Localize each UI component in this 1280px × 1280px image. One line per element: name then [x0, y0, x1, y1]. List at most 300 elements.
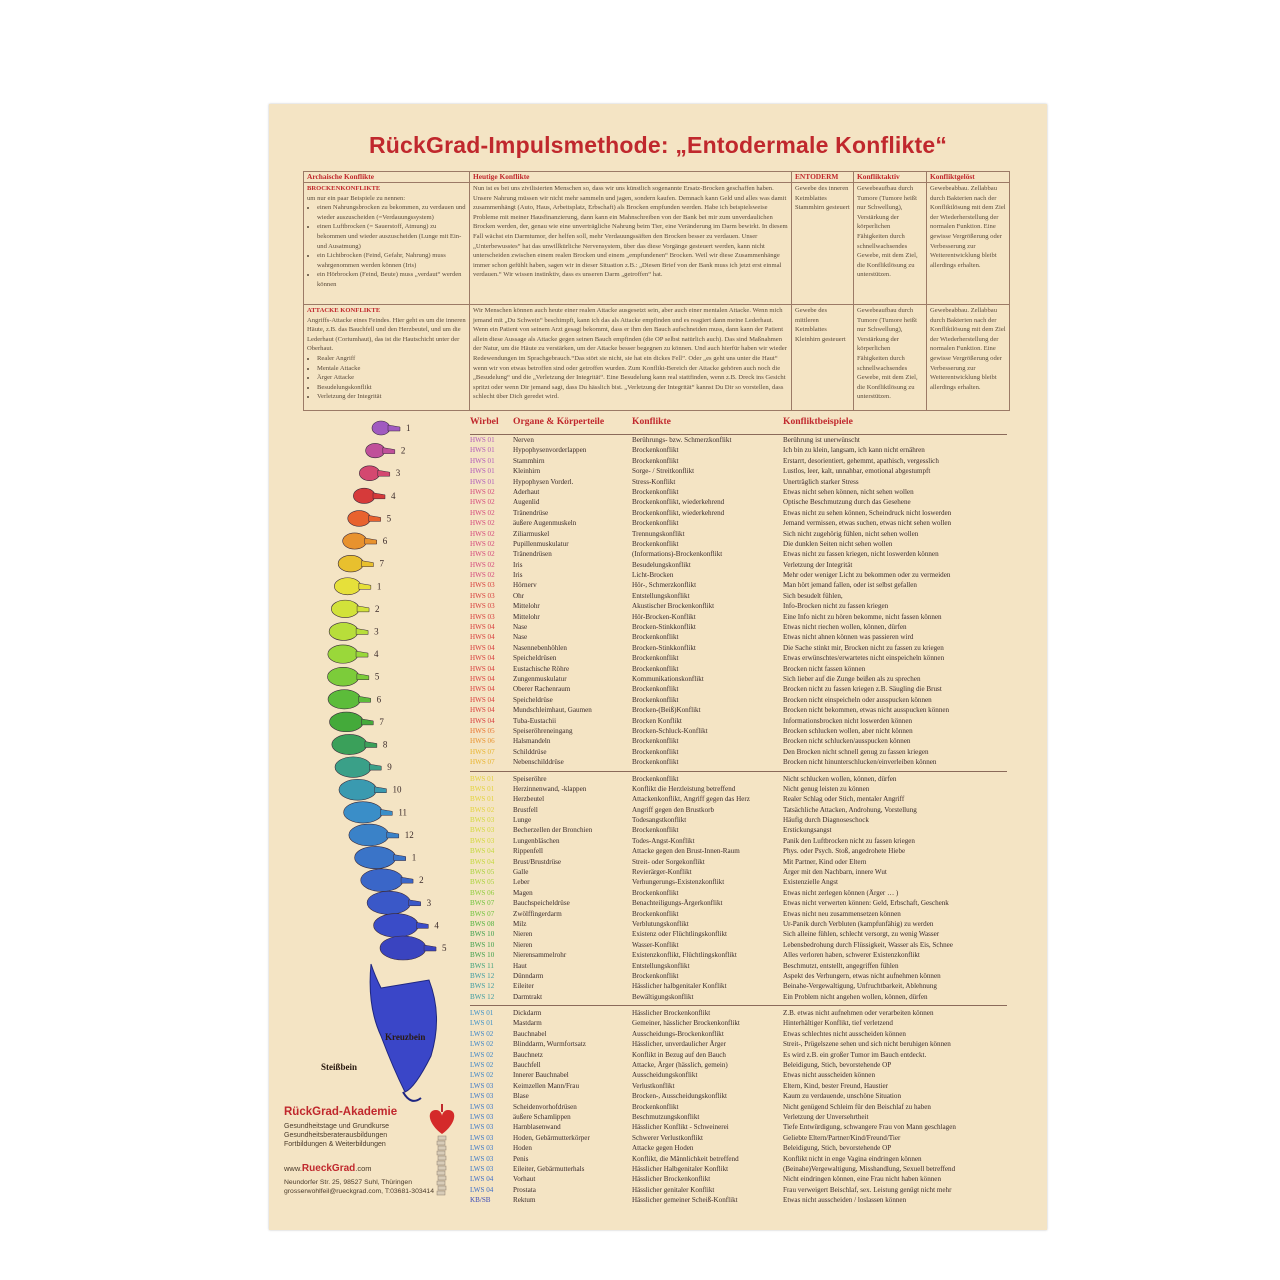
- beispiel-cell: Etwas erwünschtes/erwartetes nicht einspeicheln können: [783, 654, 945, 663]
- konflikt-cell: Hör-, Schmerzkonflikt: [632, 581, 697, 590]
- vertebra-number: 6: [376, 694, 382, 705]
- organ-cell: Hypophysenvorderlappen: [513, 446, 587, 455]
- vertebra: [374, 914, 419, 938]
- table-row: [470, 435, 1007, 445]
- archaic-row-attacke: [304, 305, 1010, 411]
- wirbel-cell: LWS 03: [470, 1081, 494, 1090]
- table-row: [470, 1081, 1007, 1091]
- konflikt-cell: Brockenkonflikt, wiederkehrend: [632, 508, 725, 517]
- wirbel-cell: HWS 01: [470, 436, 495, 444]
- organ-cell: Augenlid: [513, 498, 540, 507]
- vertebra-number: 5: [374, 671, 380, 682]
- vertebra-number: 6: [382, 536, 388, 547]
- konflikt-cell: Sorge- / Streitkonflikt: [632, 467, 695, 476]
- konflikt-cell: Verlustkonflikt: [632, 1081, 675, 1090]
- beispiel-cell: Optische Beschmutzung durch das Gesehene: [783, 498, 911, 507]
- organ-cell: äußere Schamlippen: [513, 1113, 571, 1121]
- table-row: [470, 1060, 1007, 1070]
- organ-cell: Bauchfell: [513, 1061, 541, 1070]
- organ-cell: Zwölffingerdarm: [513, 909, 562, 918]
- vertebra: [361, 869, 403, 892]
- mini-vertebra: [438, 1176, 446, 1180]
- organ-cell: Magen: [513, 888, 533, 897]
- beispiel-cell: Den Brocken nicht schnell genug zu fassen kriegen: [783, 747, 929, 756]
- konflikt-cell: Trennungskonflikt: [632, 529, 685, 538]
- sacrum-shape: [370, 964, 436, 1092]
- wirbel-cell: BWS 03: [470, 826, 495, 835]
- wirbel-cell: HWS 03: [470, 602, 495, 611]
- wirbel-cell: HWS 03: [470, 581, 495, 590]
- wirbel-cell: HWS 02: [470, 560, 495, 569]
- organ-cell: Haut: [513, 961, 527, 970]
- wirbel-cell: HWS 01: [470, 477, 495, 486]
- akademie-line: Fortbildungen & Weiterbildungen: [284, 1141, 386, 1148]
- wirbel-cell: LWS 03: [470, 1113, 494, 1121]
- vertebra: [349, 824, 389, 846]
- wirbel-cell: BWS 05: [470, 868, 495, 877]
- vertebra-number: 3: [374, 626, 379, 637]
- konflikt-cell: Hässlicher gemeiner Scheiß-Konflikt: [632, 1196, 738, 1205]
- organ-cell: Nase: [513, 623, 528, 632]
- table-row: [470, 1185, 1007, 1195]
- organ-cell: Blase: [513, 1092, 529, 1101]
- vertebra: [353, 488, 375, 503]
- konflikt-cell: Brockenkonflikt: [632, 747, 679, 756]
- table-row: [470, 580, 1007, 590]
- vertebra-process: [359, 696, 371, 702]
- beispiel-cell: Sich besudelt fühlen,: [783, 591, 843, 600]
- organ-cell: Lungenbläschen: [513, 836, 560, 845]
- konflikt-cell: Konflikt in Bezug auf den Bauch: [632, 1050, 726, 1059]
- beispiel-cell: Geliebte Eltern/Partner/Kind/Freund/Tier: [783, 1133, 901, 1142]
- konflikt-cell: Brocken-Stinkkonflikt: [632, 643, 696, 652]
- organ-cell: Speicheldrüse: [513, 695, 553, 704]
- wirbel-cell: BWS 03: [470, 816, 495, 825]
- konflikt-cell: Hässlicher Konflikt - Schweinerei: [632, 1123, 729, 1132]
- vertebra-number: 2: [419, 875, 424, 886]
- konflikt-cell: Brockenkonflikt: [632, 487, 679, 496]
- vertebra-process: [401, 877, 413, 883]
- wirbel-cell: BWS 10: [470, 951, 495, 960]
- vertebra: [328, 645, 358, 663]
- organ-cell: Speiseröhre: [513, 774, 547, 783]
- beispiel-cell: Brocken schlucken wollen, aber nicht können: [783, 726, 913, 735]
- conflict-intro: um nur ein paar Beispiele zu nennen:: [307, 194, 406, 202]
- organ-cell: Scheidenvorhofdrüsen: [513, 1102, 577, 1111]
- table-row: [470, 487, 1007, 497]
- vertebra-process: [373, 493, 385, 499]
- page-title: RückGrad-Impulsmethode: „Entodermale Konflikte“: [368, 132, 948, 158]
- vertebra: [366, 443, 385, 457]
- wirbel-cell: HWS 04: [470, 674, 495, 683]
- heutig-text: Nun ist es bei uns zivilisierten Menschen so, dass wir uns künstlich sogenannte Ersatz-Brocken geschaffen haben. Unsere Nahrung müssen wir nicht mehr sammeln und jagen, sondern kaufen. Demnach kann Geld und alles was damit zusammenhängt (Auto, Haus, Arbeitsplatz, Erbschaft) als Brocken empfunden werden. Habe ich beispielsweise Probleme mit meiner Hausfinanzierung, dann kann ein Mahnschreiben von der Bank bei mir zum unverdaulichen Brocken werden, der, genau wie eine unverträgliche Nahrung beim Tier, eine Veränderung im Darm bewirkt. In diesem Fall wächst ein Darmtumor, der helfen soll, mehr Verdauungssäften den Brocken besser zu verdauen. Unser „Unterbewusstes“ hat das unwillkürliche Nervensystem, über das diese Vorgänge gesteuert werden, kann nicht unterscheiden zwischen einem realen Brocken und einem „empfundenen“ Brocken. Weil wir diese Zusammenhänge immer schon gefühlt haben, sagen wir in dieser Situation z.B.: „Diesen Brief von der Bank muss ich jetzt erst einmal verdauen.“ Wir wissen instinktiv, dass es unseren Darm „getroffen“ hat.: [470, 183, 792, 305]
- konflikt-cell: Brocken-, Ausscheidungskonflikt: [632, 1092, 727, 1101]
- beispiel-cell: Nicht eindringen können, eine Frau nicht haben können: [783, 1175, 941, 1184]
- vertebra: [372, 421, 390, 435]
- wirbel-cell: LWS 03: [470, 1144, 494, 1153]
- wirbel-cell: BWS 04: [470, 857, 495, 866]
- vertebra: [328, 690, 361, 709]
- archaic-row-brocken: [304, 183, 1010, 305]
- conflict-title: BROCKENKONFLIKTE: [307, 185, 381, 192]
- konflikt-cell: Hässlicher Brockenkonflikt: [632, 1009, 711, 1018]
- list-item: • ein Lichtbrocken (Feind, Gefahr, Nahrung) muss wahrgenommen werden können (Iris): [317, 251, 466, 270]
- wirbel-cell: HWS 02: [470, 539, 495, 548]
- vertebra: [338, 555, 363, 572]
- vertebra: [327, 667, 358, 686]
- vertebra: [367, 891, 411, 914]
- beispiel-cell: Beleidigung, Stich, bevorstehende OP: [783, 1144, 892, 1153]
- table-row: [470, 1174, 1007, 1184]
- organ-cell: Eustachische Röhre: [513, 664, 570, 673]
- vertebra-number: 1: [406, 423, 411, 433]
- wirbel-cell: HWS 06: [470, 737, 495, 746]
- organ-cell: Speicheldrüsen: [513, 654, 557, 663]
- wirbel-cell: LWS 02: [470, 1050, 494, 1059]
- wirbel-cell: LWS 04: [470, 1185, 494, 1194]
- organ-cell: Blinddarm, Wurmfortsatz: [513, 1040, 586, 1049]
- table-row: [470, 1102, 1007, 1112]
- vertebra-process: [369, 515, 381, 521]
- header-organe: Organe & Körperteile: [513, 416, 605, 427]
- organ-cell: Nieren: [513, 930, 533, 939]
- beispiel-cell: Streit-, Prügelszene sehen und sich nicht beruhigen können: [783, 1040, 951, 1049]
- organ-cell: Herzbeutel: [513, 795, 545, 804]
- beispiel-cell: Etwas nicht zu sehen können, Scheindruck nicht loswerden: [783, 508, 952, 517]
- konflikt-cell: Stress-Konflikt: [632, 477, 676, 486]
- organ-cell: Nasennebenhöhlen: [513, 643, 567, 652]
- beispiel-cell: Eltern, Kind, bester Freund, Haustier: [783, 1081, 888, 1090]
- wirbel-cell: LWS 02: [470, 1040, 494, 1049]
- wirbel-cell: HWS 04: [470, 706, 495, 715]
- organ-cell: Schilddrüse: [513, 747, 547, 756]
- konflikt-cell: Hässlicher genitaler Konflikt: [632, 1185, 715, 1194]
- organ-cell: Nierensammelrohr: [513, 951, 567, 960]
- wirbel-cell: BWS 12: [470, 982, 495, 991]
- konflikt-cell: Brockenkonflikt: [632, 664, 679, 673]
- vertebra-process: [378, 470, 390, 476]
- header-konfliktaktiv: Konfliktaktiv: [854, 172, 927, 183]
- beispiel-cell: Häufig durch Diagnoseschock: [783, 816, 869, 825]
- organ-cell: Keimzellen Mann/Frau: [513, 1081, 579, 1090]
- vertebra-number: 5: [386, 513, 392, 524]
- beispiel-cell: Beschmutzt, entstellt, angegriffen fühlen: [783, 961, 899, 970]
- wirbel-cell: HWS 04: [470, 664, 495, 673]
- konflikt-cell: Brockenkonflikt: [632, 1102, 679, 1111]
- organ-cell: Hoden, Gebärmutterkörper: [513, 1133, 590, 1142]
- table-row: [470, 705, 1007, 715]
- header-archaisch: Archaische Konflikte: [304, 172, 470, 183]
- konflikt-cell: Todesangstkonflikt: [632, 816, 687, 825]
- organ-cell: Becherzellen der Bronchien: [513, 826, 593, 835]
- konflikt-cell: Konflikt, die Männlichkeit betreffend: [632, 1154, 739, 1163]
- table-row: [470, 836, 1007, 846]
- mini-vertebra: [437, 1141, 445, 1145]
- vertebra-number: 4: [434, 920, 439, 931]
- address-line: Neundorfer Str. 25, 98527 Suhl, Thüringen: [284, 1179, 412, 1186]
- spine-illustration: [311, 416, 447, 1098]
- wirbel-cell: BWS 04: [470, 847, 495, 856]
- table-row: [470, 1070, 1007, 1080]
- table-row: [470, 601, 1007, 611]
- mini-vertebra: [437, 1161, 445, 1165]
- heart-icon: [430, 1110, 455, 1134]
- list-item: • Mentale Attacke: [317, 364, 466, 374]
- table-row: [470, 1091, 1007, 1101]
- header-wirbel: Wirbel: [470, 416, 499, 427]
- vertebra-number: 3: [395, 468, 401, 479]
- beispiel-cell: Realer Schlag oder Stich, mentaler Angriff: [783, 795, 905, 804]
- vertebra-number: 7: [379, 716, 384, 727]
- beispiel-cell: Ich bin zu klein, langsam, ich kann nicht ernähren: [783, 446, 925, 455]
- vertebra-process: [361, 561, 373, 567]
- organ-cell: Prostata: [513, 1185, 536, 1194]
- table-row: [470, 549, 1007, 559]
- list-item: • Realer Angriff: [317, 354, 466, 364]
- konflikt-cell: Wasser-Konflikt: [632, 940, 679, 949]
- table-row: [470, 898, 1007, 908]
- table-row: [470, 684, 1007, 694]
- organ-cell: Penis: [513, 1154, 529, 1163]
- beispiel-cell: Etwas nicht neu zusammensetzen können: [783, 909, 901, 918]
- organ-cell: Iris: [513, 560, 523, 569]
- organ-cell: Darmtrakt: [513, 992, 543, 1001]
- konflikt-cell: Gemeiner, hässlicher Brockenkonflikt: [632, 1019, 740, 1028]
- beispiel-cell: Kaum zu verdauende, unschöne Situation: [783, 1092, 901, 1101]
- geloest-text: Gewebeabbau. Zellabbau durch Bakterien nach der Konfliktlösung mit dem Ziel der Wiederherstellung der normalen Funktion. Eine gewisse Vergrößerung oder Verbesserung zur Weiterentwicklung bleibt allerdings erhalten.: [927, 183, 1010, 305]
- organ-cell: Brust/Brustdrüse: [513, 857, 562, 866]
- konflikt-cell: Brockenkonflikt: [632, 971, 679, 980]
- wirbel-cell: BWS 06: [470, 888, 495, 897]
- table-row: [470, 1018, 1007, 1028]
- table-row: [470, 1050, 1007, 1060]
- organ-cell: Dickdarm: [513, 1009, 542, 1018]
- wirbel-cell: BWS 05: [470, 878, 495, 887]
- beispiel-cell: Konflikt nicht in enge Vagina eindringen können: [783, 1154, 922, 1163]
- beispiel-cell: Etwas nicht zu fassen kriegen, nicht loswerden können: [783, 550, 939, 559]
- organ-cell: Nieren: [513, 940, 533, 949]
- konflikt-cell: Ausscheidungs-Brockenkonflikt: [632, 1029, 724, 1038]
- table-row: [470, 1154, 1007, 1164]
- website-link[interactable]: [284, 1163, 434, 1174]
- table-row: [470, 888, 1007, 898]
- conflict-title: ATTACKE KONFLIKTE: [307, 307, 381, 314]
- table-row: [470, 695, 1007, 705]
- organ-cell: Dünndarm: [513, 971, 544, 980]
- wirbel-cell: LWS 01: [470, 1009, 494, 1018]
- organ-cell: Brustfell: [513, 805, 538, 814]
- konflikt-cell: Attacke, Ärger (hässlich, gemein): [632, 1061, 728, 1070]
- organ-cell: Hypophysen Vorderl.: [513, 477, 574, 486]
- vertebra: [348, 511, 371, 527]
- list-item: • einen Luftbrocken (= Sauerstoff, Atmung) zu bekommen und wieder auszuscheiden (Lunge mit Ein- und Ausatmung): [317, 222, 466, 251]
- vertebra: [355, 846, 396, 868]
- organ-cell: Vorhaut: [513, 1175, 536, 1184]
- konflikt-cell: Benachteiligungs-Ärgerkonflikt: [632, 899, 723, 908]
- konflikt-cell: Hässlicher halbgenitaler Konflikt: [632, 982, 727, 991]
- wirbel-cell: BWS 02: [470, 805, 495, 814]
- konflikt-cell: Existenzkonflikt, Flüchtlingskonflikt: [632, 951, 737, 960]
- entoderm-text: Gewebe des inneren Keimblattes Stammhirn gesteuert: [792, 183, 854, 305]
- table-row: [470, 940, 1007, 950]
- wirbel-cell: HWS 05: [470, 726, 495, 735]
- table-row: [470, 950, 1007, 960]
- list-item: • einen Nahrungsbrocken zu bekommen, zu verdauen und wieder auszuscheiden (=Verdauungssystem): [317, 203, 466, 222]
- table-row: [470, 529, 1007, 539]
- table-row: [470, 456, 1007, 466]
- table-row: [470, 653, 1007, 663]
- konflikt-cell: Verblutungskonflikt: [632, 919, 689, 928]
- entoderm-text: Gewebe des mittleren Keimblattes Kleinhirn gesteuert: [792, 305, 854, 411]
- table-row: [470, 1112, 1007, 1122]
- konflikt-cell: Brockenkonflikt: [632, 633, 679, 642]
- beispiel-cell: Die Sache stinkt mir, Brocken nicht zu fassen zu kriegen: [783, 643, 944, 652]
- vertebra: [329, 712, 363, 732]
- vertebra-number: 1: [376, 581, 382, 592]
- organ-cell: Oberer Rachenraum: [513, 685, 571, 694]
- table-row: [470, 774, 1007, 784]
- vertebra-number: 4: [391, 490, 396, 501]
- akademie-offerings: [284, 1122, 434, 1149]
- konflikt-cell: Attacke gegen Hoden: [632, 1144, 694, 1153]
- akademie-line: Gesundheitsberaterausbildungen: [284, 1132, 388, 1139]
- mini-vertebra: [437, 1181, 445, 1185]
- beispiel-cell: Beleidigung, Stich, bevorstehende OP: [783, 1061, 892, 1070]
- vertebra-process: [380, 809, 392, 815]
- organ-cell: Mundschleimhaut, Gaumen: [513, 706, 592, 715]
- beispiel-cell: (Beinahe)Vergewaltigung, Misshandlung, Sexuell betreffend: [783, 1164, 956, 1173]
- wirbel-cell: HWS 03: [470, 591, 495, 600]
- organ-cell: Rektum: [513, 1196, 536, 1205]
- organ-cell: Bauchspeicheldrüse: [513, 899, 570, 908]
- beispiel-cell: Sich alleine fühlen, schlecht versorgt, zu wenig Wasser: [783, 930, 940, 939]
- vertebra-number: 2: [400, 445, 406, 456]
- akademie-line: Gesundheitstage und Grundkurse: [284, 1123, 390, 1130]
- konflikt-cell: Bewältigungskonflikt: [632, 992, 694, 1001]
- organ-cell: äußere Augenmuskeln: [513, 519, 577, 528]
- vertebra-number: 11: [398, 807, 407, 818]
- wirbel-cell: HWS 02: [470, 487, 495, 496]
- beispiel-cell: Jemand vermissen, etwas suchen, etwas nicht sehen wollen: [783, 519, 952, 528]
- akademie-address: [284, 1178, 434, 1196]
- table-row: [470, 825, 1007, 835]
- organ-cell: Lunge: [513, 816, 532, 825]
- table-row: [470, 643, 1007, 653]
- table-row: [470, 497, 1007, 507]
- vertebra-process: [369, 764, 381, 770]
- vertebra-process: [357, 606, 369, 612]
- wirbel-cell: LWS 03: [470, 1102, 494, 1111]
- organ-cell: Nebenschilddrüse: [513, 758, 564, 767]
- wirbel-cell: BWS 07: [470, 909, 495, 918]
- wirbel-table-body: [470, 435, 1007, 1206]
- beispiel-cell: Ur-Panik durch Verbluten (kampfunfähig) zu werden: [783, 919, 934, 928]
- beispiel-cell: Man hört jemand fallen, oder ist selbst gefallen: [783, 581, 917, 590]
- list-item: • Verletzung der Integrität: [317, 392, 466, 402]
- steissbein-label: Steißbein: [321, 1062, 358, 1072]
- list-item: • ein Hörbrocken (Feind, Beute) muss „verdaut“ werden können: [317, 270, 466, 289]
- mini-vertebra: [438, 1166, 446, 1170]
- beispiel-cell: Brocken nicht schlucken/ausspucken können: [783, 737, 911, 746]
- header-konfliktbeispiele: Konfliktbeispiele: [783, 416, 853, 427]
- vertebra-number: 7: [379, 558, 384, 569]
- beispiel-cell: Etwas nicht ausscheiden können: [783, 1071, 875, 1080]
- konflikt-cell: Kommunikationskonflikt: [632, 674, 704, 683]
- conflict-intro: Angriffs-Attacke eines Feindes. Hier geht es um die inneren Häute, z.B. das Bauchfell und den Herzbeutel, und um die Lederhaut (Coriumhaut), das ist die Hautschicht unter der Oberhaut.: [307, 316, 466, 353]
- table-row: [470, 632, 1007, 642]
- beispiel-cell: Unerträglich starker Stress: [783, 477, 859, 486]
- akademie-block: [284, 1106, 434, 1196]
- table-row: [470, 971, 1007, 981]
- konflikt-cell: Brockenkonflikt, wiederkehrend: [632, 498, 725, 507]
- web-suffix: .com: [355, 1164, 372, 1173]
- wirbel-cell: HWS 02: [470, 550, 495, 559]
- beispiel-cell: Etwas nicht verwerten können: Geld, Erbschaft, Geschenk: [783, 899, 949, 908]
- vertebra-process: [388, 425, 400, 431]
- poster: [269, 104, 1047, 1230]
- table-row: [470, 736, 1007, 746]
- mini-vertebra: [437, 1191, 445, 1195]
- header-heutig: Heutige Konflikte: [470, 172, 792, 183]
- vertebra: [380, 936, 426, 960]
- wirbel-cell: LWS 02: [470, 1061, 494, 1070]
- wirbel-table-header: [470, 416, 1007, 435]
- wirbel-cell: BWS 10: [470, 930, 495, 939]
- vertebra: [332, 734, 367, 754]
- konflikt-cell: Hässlicher, unverdaulicher Ärger: [632, 1040, 726, 1049]
- wirbel-cell: LWS 03: [470, 1164, 494, 1173]
- organ-cell: Speiseröhreneingang: [513, 726, 573, 735]
- konflikt-cell: Attackenkonflikt, Angriff gegen das Herz: [632, 795, 750, 804]
- konflikt-cell: Brockenkonflikt: [632, 737, 679, 746]
- organ-cell: Nase: [513, 633, 528, 642]
- konflikt-cell: (Informations)-Brockenkonflikt: [632, 550, 723, 559]
- konflikt-cell: Brockenkonflikt: [632, 695, 679, 704]
- wirbel-cell: HWS 02: [470, 508, 495, 517]
- beispiel-cell: Nicht schlucken wollen, können, dürfen: [783, 774, 897, 783]
- wirbel-cell: BWS 12: [470, 992, 495, 1001]
- table-row: [470, 674, 1007, 684]
- mini-vertebra: [438, 1156, 446, 1160]
- konflikt-cell: Brockenkonflikt: [632, 539, 679, 548]
- organ-cell: Hoden: [513, 1144, 532, 1153]
- vertebra: [343, 533, 367, 549]
- organ-cell: Eileiter: [513, 982, 534, 991]
- mini-spine-icon: [437, 1136, 446, 1195]
- beispiel-cell: Beinahe-Vergewaltigung, Unfruchtbarkeit, Ablehnung: [783, 982, 937, 991]
- vertebra: [339, 779, 376, 800]
- table-row: [470, 445, 1007, 455]
- beispiel-cell: Etwas nicht ausscheiden / loslassen können: [783, 1196, 907, 1205]
- wirbel-cell: BWS 01: [470, 784, 495, 793]
- wirbel-cell: HWS 01: [470, 456, 495, 465]
- konflikt-cell: Schwerer Verlustkonflikt: [632, 1133, 703, 1142]
- beispiel-cell: Etwas nicht ahnen können was passieren wird: [783, 633, 914, 642]
- konflikt-cell: Brockenkonflikt: [632, 456, 679, 465]
- konflikt-cell: Akustischer Brockenkonflikt: [632, 602, 715, 611]
- table-row: [470, 981, 1007, 991]
- konflikt-cell: Besudelungskonflikt: [632, 560, 691, 569]
- organ-cell: Ziliarmuskel: [513, 529, 550, 538]
- konflikt-cell: Brockenkonflikt: [632, 758, 679, 767]
- vertebra-process: [359, 583, 371, 589]
- group-separator: [470, 771, 1007, 772]
- wirbel-cell: HWS 07: [470, 747, 495, 756]
- vertebra: [359, 466, 379, 481]
- wirbel-cell: HWS 07: [470, 758, 495, 767]
- wirbel-cell: LWS 02: [470, 1029, 494, 1038]
- conflict-list: [307, 203, 466, 289]
